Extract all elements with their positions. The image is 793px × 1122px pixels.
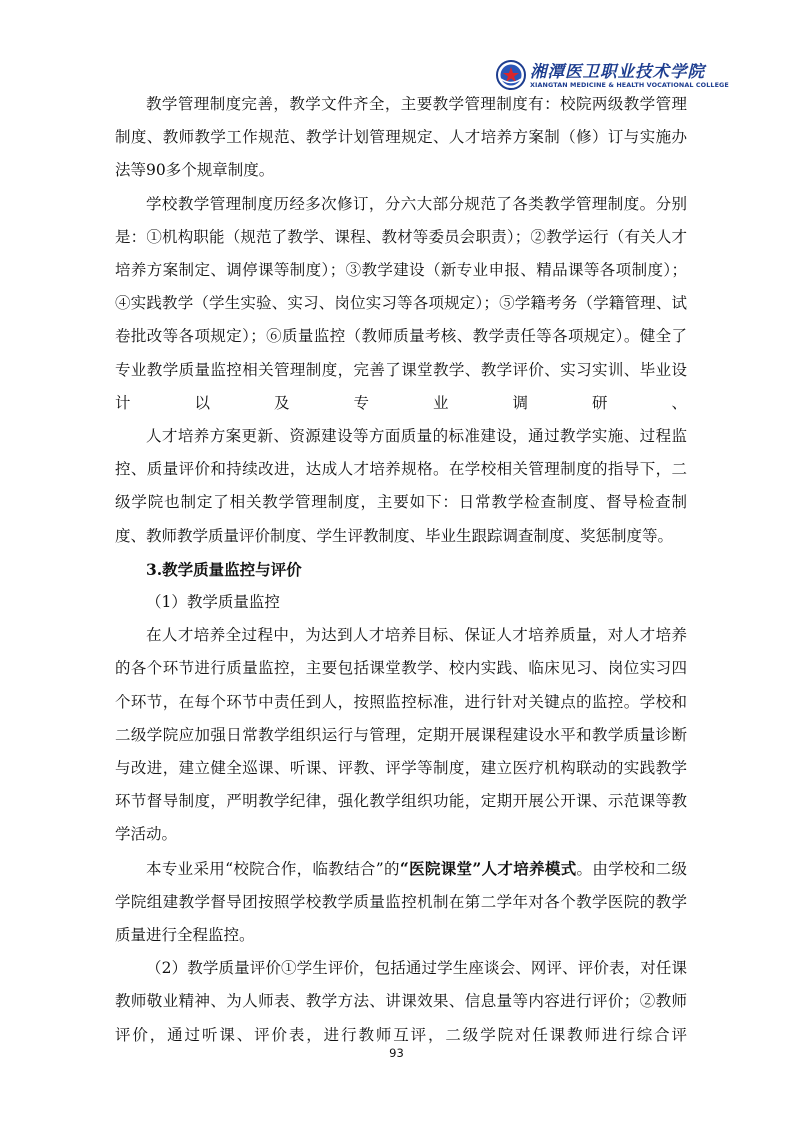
paragraph-quality-evaluation: （2）教学质量评价①学生评价，包括通过学生座谈会、网评、评价表，对任课教师敬业精神、为人师表、教学方法、讲课效果、信息量等内容进行评价；②教师评价，通过听课、评价表，进行教师互评，二级学院对任课教师进行综合评 — [115, 959, 687, 1044]
paragraph-standards-construction: 人才培养方案更新、资源建设等方面质量的标准建设，通过教学实施、过程监控、质量评价和持续改进，达成人才培养规格。在学校相关管理制度的指导下，二级学院也制定了相关教学管理制度，主要如下：日常教学检查制度、督导检查制度、教师教学质量评价制度、学生评教制度、毕业生跟踪调查制度、奖惩制度等。 — [115, 427, 687, 545]
page-number: 93 — [389, 1046, 404, 1060]
college-name-cn: 湘潭医卫职业技术学院 — [530, 62, 705, 81]
college-name-en: XIANGTAN MEDICINE & HEALTH VOCATIONAL COLLEGE — [530, 81, 729, 89]
model-name-bold: “医院课堂”人才培养模式 — [399, 858, 577, 878]
document-body — [115, 88, 687, 1052]
college-emblem-icon — [496, 60, 526, 90]
paragraph-management-revisions: 学校教学管理制度历经多次修订，分六大部分规范了各类教学管理制度。分别是：①机构职能（规范了教学、课程、教材等委员会职责）；②教学运行（有关人才培养方案制定、调停课等制度）；③教学建设（新专业申报、精品课等各项制度）；④实践教学（学生实验、实习、岗位实习等各项规定）；⑤学籍考务（学籍管理、试卷批改等各项规定）；⑥质量监控（教师质量考核、教学责任等各项规定）。健全了专业教学质量监控相关管理制度，完善了课堂教学、教学评价、实习实训、毕业设计以及专业调研、 — [115, 194, 687, 412]
paragraph-teaching-management: 教学管理制度完善，教学文件齐全，主要教学管理制度有：校院两级教学管理制度、教师教学工作规范、教学计划管理规定、人才培养方案制（修）订与实施办法等90多个规章制度。 — [115, 95, 687, 180]
paragraph-hospital-classroom-model — [115, 852, 687, 953]
subsection-quality-monitoring: （1）教学质量监控 — [146, 593, 280, 612]
paragraph-quality-monitoring: 在人才培养全过程中，为达到人才培养目标、保证人才培养质量，对人才培养的各个环节进行质量监控，主要包括课堂教学、校内实践、临床见习、岗位实习四个环节，在每个环节中责任到人，按照监控标准，进行针对关键点的监控。学校和二级学院应加强日常教学组织运行与管理，定期开展课程建设水平和教学质量诊断与改进，建立健全巡课、听课、评教、评学等制度，建立医疗机构联动的实践教学环节督导制度，严明教学纪律，强化教学组织功能，定期开展公开课、示范课等教学活动。 — [115, 626, 687, 844]
model-intro-text: 本专业采用“校院合作，临教结合”的 — [146, 859, 400, 878]
model-description-text: 。由学校和二级学院组建教学督导团按照学校教学质量监控机制在第二学年对各个教学医院的教学质量进行全程监控。 — [115, 859, 687, 945]
section-heading-quality-monitoring: 3.教学质量监控与评价 — [146, 559, 302, 579]
